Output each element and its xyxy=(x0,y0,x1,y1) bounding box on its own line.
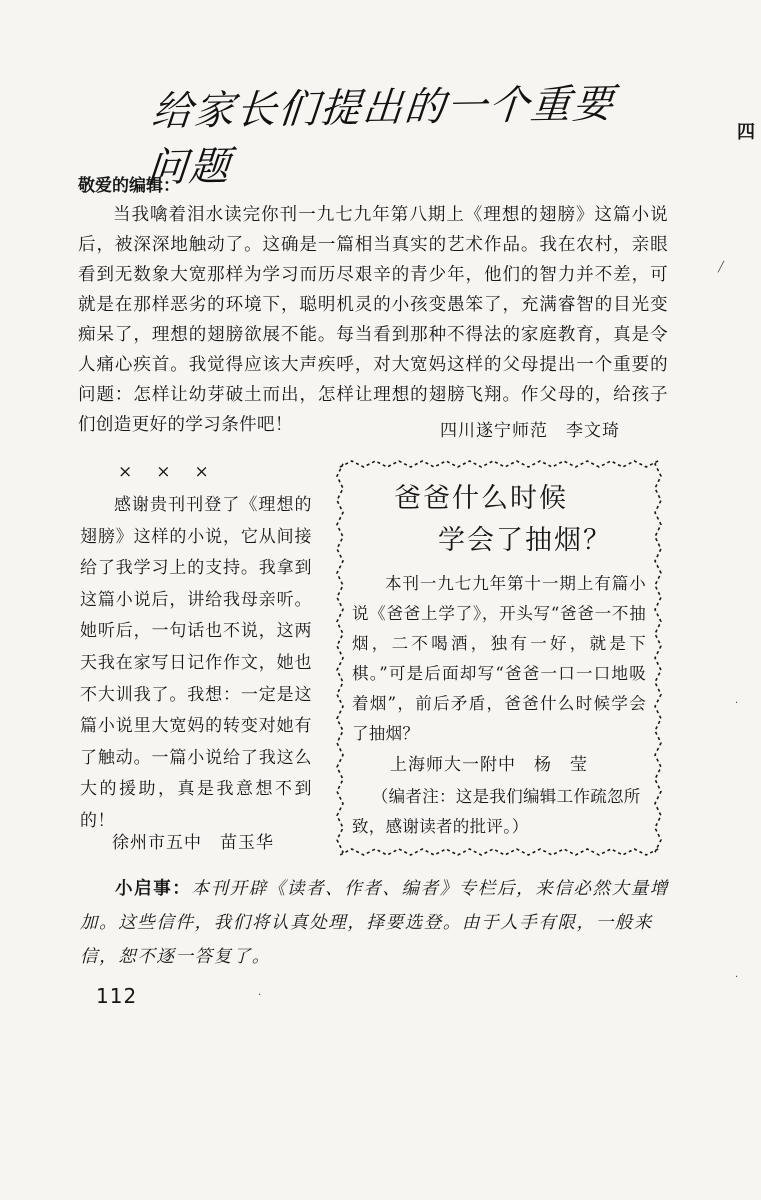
print-speck: ╱ xyxy=(718,262,725,273)
letter-greeting: 敬爱的编辑： xyxy=(78,176,180,196)
letter-body: 当我噙着泪水读完你刊一九七九年第八期上《理想的翅膀》这篇小说后，被深深地触动了。这确是一篇相当真实的艺术作品。我在农村，亲眼看到无数象大宽那样为学习而历尽艰辛的青少年，他们的智力并不差，可就是在那样恶劣的环境下，聪明机灵的小孩变愚笨了，充满睿智的目光变痴呆了，理想的翅膀欲展不能。每当看到那种不得法的家庭教育，真是令人痛心疾首。我觉得应该大声疾呼，对大宽妈这样的父母提出一个重要的问题：怎样让幼芽破土而出，怎样让理想的翅膀飞翔。作父母的，给孩子们创造更好的学习条件吧！ xyxy=(78,205,668,435)
small-notice xyxy=(80,872,670,974)
boxed-title-line1: 爸爸什么时候 xyxy=(394,483,568,514)
page-headline: 给家长们提出的一个重要问题 xyxy=(145,81,617,192)
separator-marks: ××× xyxy=(118,462,233,482)
page-number: 112 xyxy=(96,984,138,1008)
editor-note: （编者注：这是我们编辑工作疏忽所致，感谢读者的批评。） xyxy=(352,787,641,836)
letter-signature: 四川遂宁师范 李文琦 xyxy=(440,421,620,441)
second-letter-body: 感谢贵刊刊登了《理想的翅膀》这样的小说，它从间接给了我学习上的支持。我拿到这篇小说后，讲给我母亲听。她听后，一句话也不说，这两天我在家写日记作作文，她也不大训我了。我想：一定是这篇小说里大宽妈的转变对她有了触动。一篇小说给了我这么大的援助，真是我意想不到的！ xyxy=(80,495,312,831)
print-speck: · xyxy=(735,972,739,983)
print-speck: · xyxy=(258,990,262,1001)
boxed-letter xyxy=(334,458,664,858)
second-letter-signature: 徐州市五中 苗玉华 xyxy=(112,833,274,853)
notice-text: 本刊开辟《读者、作者、编者》专栏后，来信必然大量增加。这些信件，我们将认真处理，择要选登。由于人手有限，一般来信，恕不逐一答复了。 xyxy=(80,879,669,967)
print-speck: · xyxy=(735,698,739,709)
boxed-body: 本刊一九七九年第十一期上有篇小说《爸爸上学了》，开头写“爸爸一不抽烟，二不喝酒，独有一好，就是下棋。”可是后面却写“爸爸一口一口地吸着烟”，前后矛盾，爸爸什么时候学会了抽烟？ xyxy=(352,574,646,743)
boxed-title-line2: 学会了抽烟？ xyxy=(438,525,612,556)
boxed-signature: 上海师大一附中 杨 莹 xyxy=(390,755,588,775)
section-mark: 四 xyxy=(737,122,755,143)
notice-label: 小启事： xyxy=(115,879,192,899)
